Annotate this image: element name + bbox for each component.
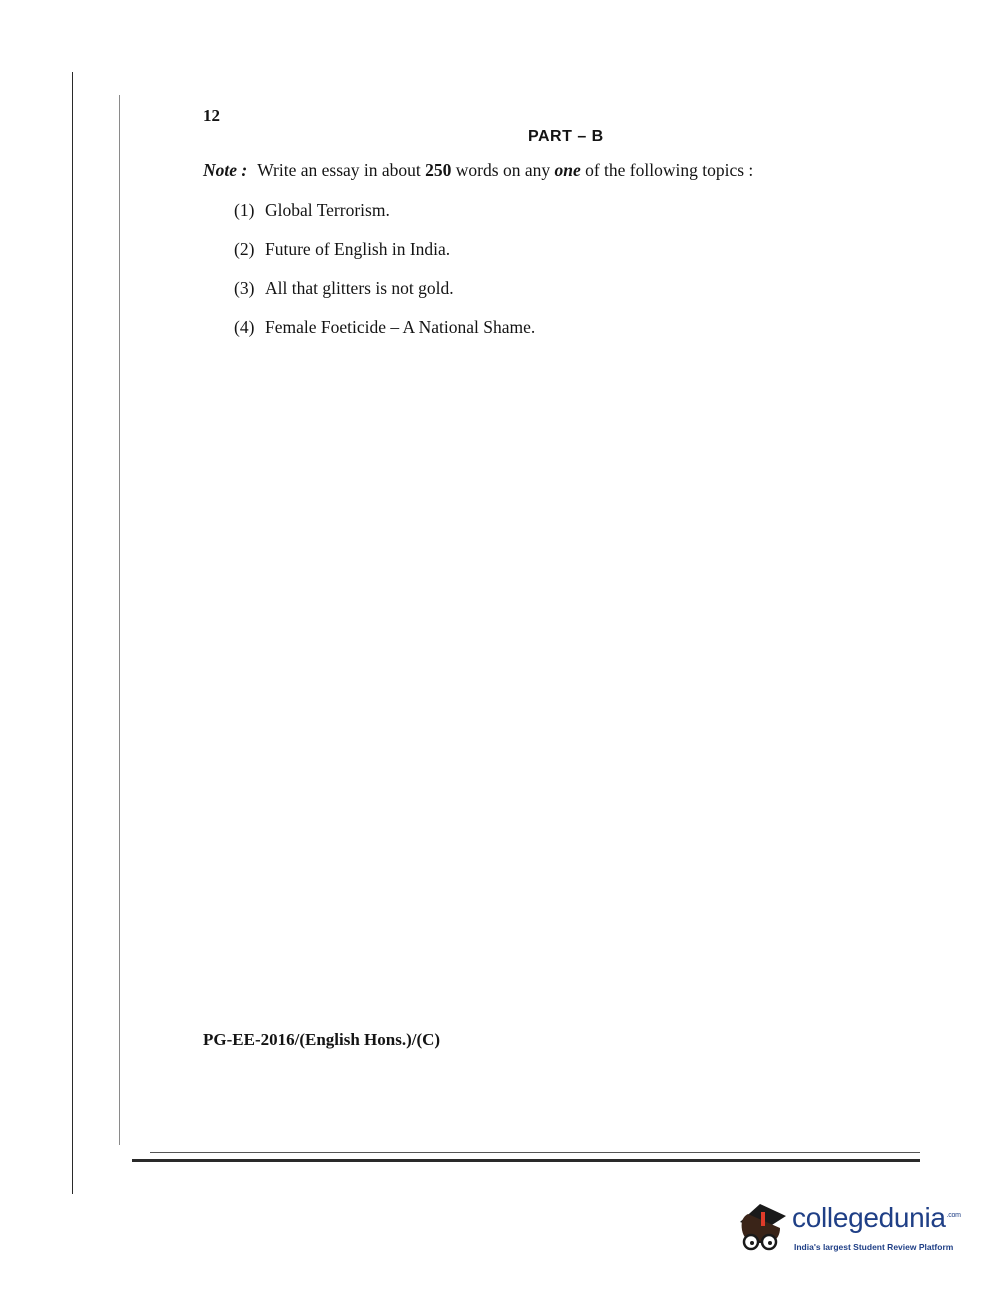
- part-title: PART – B: [528, 128, 604, 145]
- topic-item: [234, 199, 535, 238]
- note-text-before: Write an essay in about: [257, 160, 426, 180]
- paper-code: PG-EE-2016/(English Hons.)/(C): [203, 1030, 441, 1049]
- topic-list: [234, 199, 535, 355]
- note-text-middle: words on any: [451, 160, 555, 180]
- topic-number: (1): [234, 200, 255, 220]
- note-text-after: of the following topics :: [580, 160, 754, 180]
- topic-number: (3): [234, 278, 255, 298]
- mascot-icon: [734, 1196, 792, 1258]
- topic-item: [234, 277, 535, 316]
- note-emphasis: one: [554, 160, 581, 180]
- topic-text: Future of English in India.: [265, 239, 451, 259]
- collegedunia-logo: [734, 1196, 964, 1266]
- logo-suffix: .com: [946, 1211, 961, 1219]
- note-instruction: [203, 160, 753, 181]
- topic-number: (4): [234, 317, 255, 337]
- inner-margin-line: [119, 95, 120, 1145]
- bottom-rule: [132, 1159, 920, 1162]
- topic-text: Female Foeticide – A National Shame.: [265, 317, 536, 337]
- topic-text: Global Terrorism.: [265, 200, 390, 220]
- topic-text: All that glitters is not gold.: [265, 278, 454, 298]
- left-margin-line: [72, 72, 73, 1194]
- page-number: 12: [203, 106, 220, 125]
- logo-wordmark: collegedunia: [792, 1202, 946, 1233]
- topic-item: [234, 238, 535, 277]
- note-label: Note :: [203, 160, 248, 180]
- topic-number: (2): [234, 239, 255, 259]
- logo-tagline: India's largest Student Review Platform: [794, 1242, 954, 1252]
- topic-item: [234, 316, 535, 355]
- note-word-count: 250: [425, 160, 452, 180]
- bottom-rule-upper: [150, 1152, 920, 1153]
